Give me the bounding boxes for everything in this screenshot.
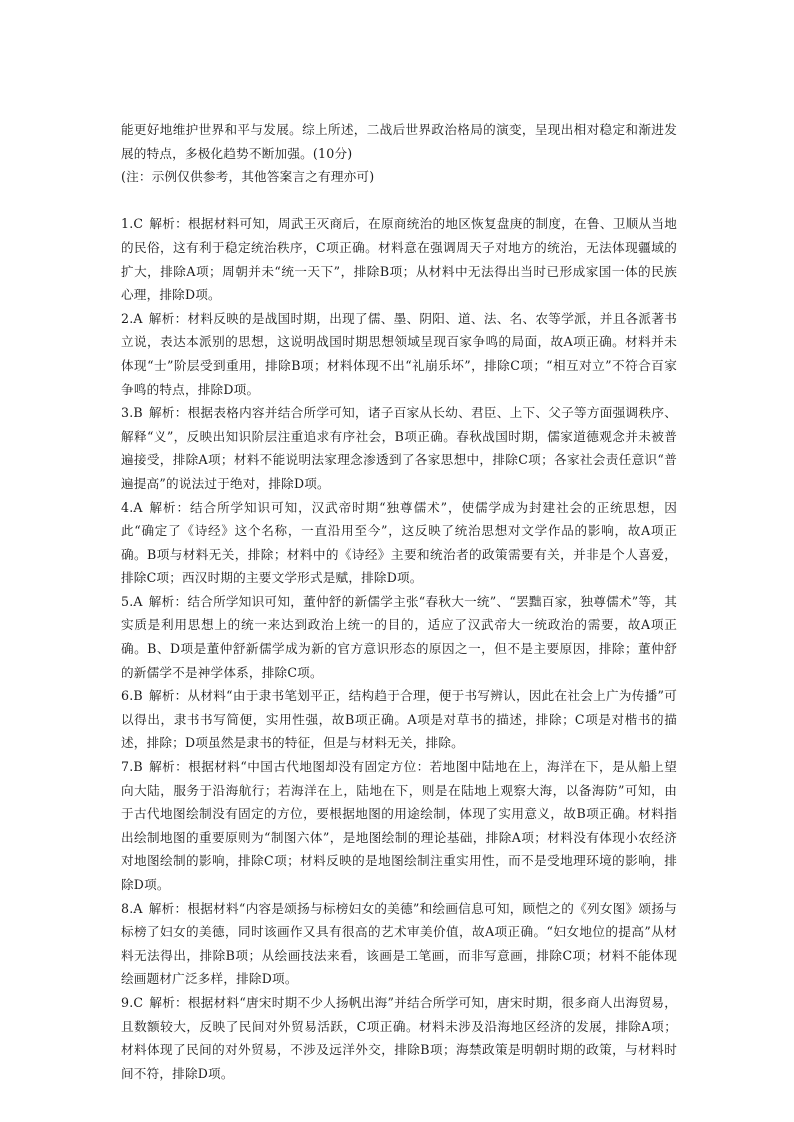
answer-item [121,212,677,306]
answer-label: 3.B [121,405,143,421]
answer-label: 8.A [121,900,143,916]
answer-item [121,307,677,401]
answer-label: 2.A [121,310,143,326]
answer-list [121,212,677,1085]
answer-item [121,897,677,991]
answer-label: 7.B [121,759,143,775]
paragraph-gap [121,189,677,213]
answer-explanation: 解析：根据材料可知，周武王灭商后，在原商统治的地区恢复盘庚的制度，在鲁、卫顺从当地的民俗，这有利于稳定统治秩序，C项正确。材料意在强调周天子对地方的统治，无法体现疆域的扩大，排除A项；周朝并未“统一天下”，排除B项；从材料中无法得出当时已形成家国一体的民族心理，排除D项。 [121,216,677,303]
answer-explanation: 解析：结合所学知识可知，汉武帝时期“独尊儒术”，使儒学成为封建社会的正统思想，因此“确定了《诗经》这个名称，一直沿用至今”，这反映了统治思想对文学作品的影响，故A项正确。B项与材料无关，排除；材料中的《诗经》主要和统治者的政策需要有关，并非是个人喜爱，排除C项；西汉时期的主要文学形式是赋，排除D项。 [121,499,677,586]
document-content [121,118,677,1085]
answer-explanation: 解析：材料反映的是战国时期，出现了儒、墨、阴阳、道、法、名、农等学派，并且各派著书立说，表达本派别的思想，这说明战国时期思想领域呈现百家争鸣的局面，故A项正确。材料并未体现“士”阶层受到重用，排除B项；材料体现不出“礼崩乐坏”，排除C项；“相互对立”不符合百家争鸣的特点，排除D项。 [121,310,677,397]
answer-item [121,684,677,755]
answer-label: 1.C [121,216,144,232]
answer-item [121,590,677,684]
answer-item [121,991,677,1085]
answer-item [121,401,677,495]
answer-explanation: 解析：根据材料“中国古代地图却没有固定方位：若地图中陆地在上，海洋在下，是从船上望向大陆，服务于沿海航行；若海洋在上，陆地在下，则是在陆地上观察大海，以备海防”可知，由于古代地图绘制没有固定的方位，要根据地图的用途绘制，体现了实用意义，故B项正确。材料指出绘制地图的重要原则为“制图六体”，是地图绘制的理论基础，排除A项；材料没有体现小农经济对地图绘制的影响，排除C项；材料反映的是地图绘制注重实用性，而不是受地理环境的影响，排除D项。 [121,759,677,892]
answer-explanation: 解析：根据材料“内容是颂扬与标榜妇女的美德”和绘画信息可知，顾恺之的《列女图》颂扬与标榜了妇女的美德，同时该画作又具有很高的艺术审美价值，故A项正确。“妇女地位的提高”从材料无法得出，排除B项；从绘画技法来看，该画是工笔画，而非写意画，排除C项；材料不能体现绘画题材广泛多样，排除D项。 [121,900,677,987]
intro-paragraph: 能更好地维护世界和平与发展。综上所述，二战后世界政治格局的演变，呈现出相对稳定和渐进发展的特点，多极化趋势不断加强。(10分) [121,122,677,161]
answer-label: 4.A [121,499,143,515]
answer-label: 5.A [121,593,143,609]
answer-explanation: 解析：结合所学知识可知，董仲舒的新儒学主张“春秋大一统”、“罢黜百家，独尊儒术”等，其实质是利用思想上的统一来达到政治上统一的目的，适应了汉武帝大一统政治的需要，故A项正确。B、D项是董仲舒新儒学成为新的官方意识形态的原因之一，但不是主要原因，排除；董仲舒的新儒学不是神学体系，排除C项。 [121,593,677,680]
answer-item [121,755,677,897]
intro-note: (注：示例仅供参考，其他答案言之有理亦可) [121,169,375,185]
answer-explanation: 解析：根据表格内容并结合所学可知，诸子百家从长幼、君臣、上下、父子等方面强调秩序、解释“义”，反映出知识阶层注重追求有序社会，B项正确。春秋战国时期，儒家道德观念并未被普遍接受，排除A项；材料不能说明法家理念渗透到了各家思想中，排除C项；各家社会责任意识“普遍提高”的说法过于绝对，排除D项。 [121,405,677,491]
answer-label: 6.B [121,688,143,704]
answer-item [121,496,677,590]
answer-explanation: 解析：根据材料“唐宋时期不少人扬帆出海”并结合所学可知，唐宋时期，很多商人出海贸易，且数额较大，反映了民间对外贸易活跃，C项正确。材料未涉及沿海地区经济的发展，排除A项；材料体现了民间的对外贸易，不涉及远洋外交，排除B项；海禁政策是明朝时期的政策，与材料时间不符，排除D项。 [121,994,677,1081]
answer-label: 9.C [121,994,144,1010]
answer-explanation: 解析：从材料“由于隶书笔划平正，结构趋于合理，便于书写辨认，因此在社会上广为传播”可以得出，隶书书写简便，实用性强，故B项正确。A项是对草书的描述，排除；C项是对楷书的描述，排除；D项虽然是隶书的特征，但是与材料无关，排除。 [121,688,677,751]
